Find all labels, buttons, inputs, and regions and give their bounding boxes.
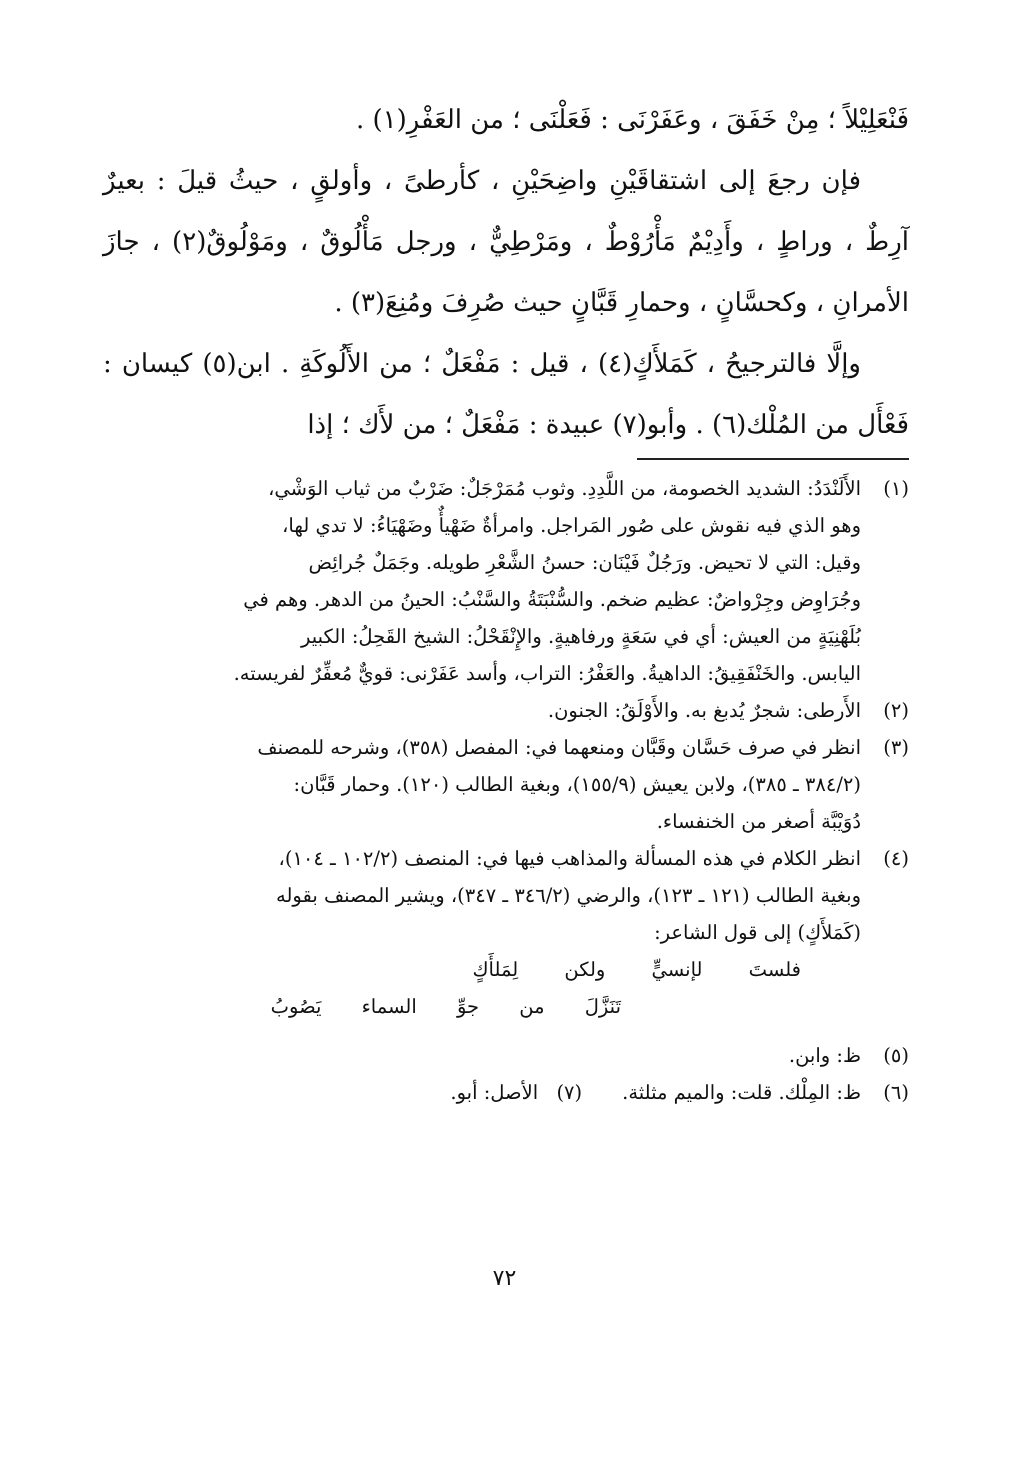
main-text bbox=[103, 90, 909, 456]
main-paragraph: فَنْعَلِيْلاً ؛ مِنْ خَفَقَ ، وعَفَرْنَى : فَعَلْنَى ؛ من العَفْرِ(١) . bbox=[355, 105, 909, 135]
footnote-line: بُلَهْنِيَةٍ من العيش: أي في سَعَةٍ ورفاهيةٍ. والإِنْقَحْلُ: الشيخ القَحِلُ: الكبير bbox=[300, 625, 861, 648]
footnote-line: وهو الذي فيه نقوش على صُور المَراجل. وامرأةٌ ضَهْيأٌ وضَهْيَاءُ: لا تدي لها، bbox=[282, 514, 861, 537]
footnote bbox=[103, 729, 909, 840]
footnote-number: (٢) bbox=[883, 699, 909, 722]
footnote-line: (كَمَلأَكٍ) إلى قول الشاعر: bbox=[654, 921, 861, 944]
main-paragraph: فإن رجعَ إلى اشتقاقَيْنِ واضِحَيْنِ ، كأرطىً ، وأولقٍ ، حيثُ قيلَ : بعيرٌ آرِطٌ ، وراطٍ ، وأَدِيْمٌ مَأْرُوْطٌ ، ومَرْطِيٌّ ، ورجل مَأْلُوقٌ ، ومَوْلُوقٌ(٢) ، جازَ الأمرانِ ، وكحسَّانٍ ، وحمارِ قَبَّانٍ حيث صُرِفَ ومُنِعَ(٣) . bbox=[103, 166, 910, 318]
footnote-body bbox=[103, 1037, 861, 1074]
footnote-line: انظر في صرف حَسَّان وقَبَّان ومنعهما في: المفصل (٣٥٨)، وشرحه للمصنف bbox=[257, 736, 861, 759]
footnote bbox=[103, 1037, 909, 1074]
footnote-number: (٥) bbox=[883, 1044, 909, 1067]
main-paragraph: وإلَّا فالترجيحُ ، كَمَلأَكٍ(٤) ، قيل : مَفْعَلٌ ؛ من الأَلُوكَةِ . ابن(٥) كيسان : فَعْأَل من المُلْك(٦) . وأبو(٧) عبيدة : مَفْعَلٌ ؛ من لأَك ؛ إذا bbox=[103, 349, 909, 440]
footnote-number: (٤) bbox=[883, 847, 909, 870]
verse-first-hemistich: فلستَ لإنسيٍّ ولكن لِمَلأَكٍ bbox=[472, 958, 801, 981]
footnote-line: وقيل: التي لا تحيض. ورَجُلٌ فَيْنَان: حسنُ الشَّعْرِ طويله. وجَمَلٌ جُرائِض bbox=[308, 551, 861, 574]
footnote bbox=[450, 1074, 582, 1111]
footnote-number: (٧) bbox=[556, 1081, 583, 1104]
footnote-separator bbox=[637, 458, 909, 460]
footnote-body bbox=[103, 729, 861, 840]
footnote-line: اليابس. والخَنْفَقِيقُ: الداهيةُ. والعَفْرُ: التراب، وأسد عَفَرْنى: قويٌّ مُعفِّرٌ لفريسته. bbox=[233, 662, 861, 685]
footnote-line: انظر الكلام في هذه المسألة والمذاهب فيها في: المنصف (١٠٢/٢ ـ ١٠٤)، bbox=[278, 847, 861, 870]
footnote-line: (٣٨٤/٢ ـ ٣٨٥)، ولابن يعيش (١٥٥/٩)، وبغية الطالب (١٢٠). وحمار قَبَّان: bbox=[293, 773, 861, 796]
footnote-line: ظ: المِلْك. قلت: والميم مثلثة. bbox=[622, 1081, 861, 1104]
footnote bbox=[103, 470, 909, 692]
page-number: ٧٢ bbox=[492, 1266, 517, 1291]
footnote-number: (٣) bbox=[883, 736, 909, 759]
poetry-verse bbox=[103, 951, 861, 1025]
footnote-line: الأَلَنْدَدُ: الشديد الخصومة، من اللَّدِدِ. وثوب مُمَرْجَلٌ: ضَرْبٌ من ثياب الوَشْي، bbox=[268, 477, 861, 500]
verse-second-hemistich: تَنَزَّلَ من جوِّ السماء يَصُوبُ bbox=[270, 995, 621, 1018]
footnote bbox=[622, 1074, 909, 1111]
footnote-body bbox=[103, 470, 861, 692]
footnote-number: (١) bbox=[883, 477, 909, 500]
footnote-body bbox=[103, 692, 861, 729]
footnote bbox=[103, 692, 909, 729]
footnote-line: الأصل: أبو. bbox=[450, 1081, 539, 1104]
footnote-line: دُوَيْبَّة أصغر من الخنفساء. bbox=[656, 810, 861, 833]
footnote-line: وبغية الطالب (١٢١ ـ ١٢٣)، والرضي (٣٤٦/٢ ـ ٣٤٧)، ويشير المصنف بقوله bbox=[276, 884, 861, 907]
footnotes bbox=[103, 470, 909, 1111]
footnote-body bbox=[103, 840, 861, 1025]
footnote-line: ظ: وابن. bbox=[788, 1044, 861, 1067]
footnote-number: (٦) bbox=[883, 1081, 909, 1104]
footnote bbox=[103, 840, 909, 1025]
footnote-line: وجُرَاوِض وجِرْواضٌ: عظيم ضخم. والسُّنْبَتَةُ والسَّنْبُ: الحينُ من الدهر. وهم في bbox=[243, 588, 861, 611]
footnote-pair bbox=[103, 1074, 909, 1111]
footnote-line: الأَرطى: شجرٌ يُدبغ به. والأَوْلَقُ: الجنون. bbox=[547, 699, 861, 722]
